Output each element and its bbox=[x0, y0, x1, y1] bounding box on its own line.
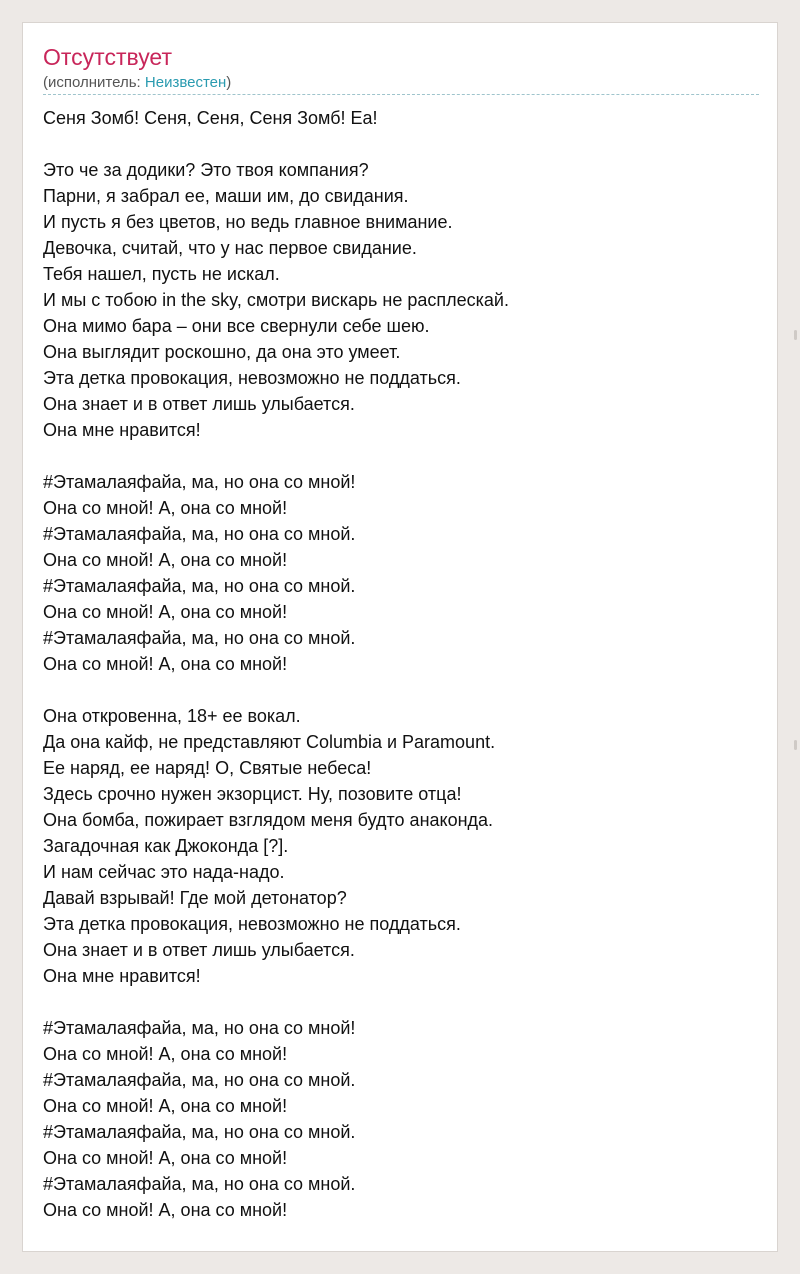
artist-open-paren: ( bbox=[43, 74, 48, 91]
lyric-line: Она бомба, пожирает взглядом меня будто анаконда. bbox=[43, 810, 494, 830]
edge-scroll-mark bbox=[794, 740, 797, 750]
lyric-line: Это че за додики? Это твоя компания? bbox=[43, 160, 369, 180]
lyric-line: Эта детка провокация, невозможно не поддаться. bbox=[43, 368, 461, 388]
lyric-line: Она со мной! А, она со мной! bbox=[43, 1200, 288, 1220]
lyric-line: Она со мной! А, она со мной! bbox=[43, 1096, 288, 1116]
lyric-line: Ее наряд, ее наряд! О, Святые небеса! bbox=[43, 758, 372, 778]
song-title: Отсутствует bbox=[43, 44, 172, 70]
lyric-line: Она мне нравится! bbox=[43, 420, 201, 440]
lyric-line: Она знает и в ответ лишь улыбается. bbox=[43, 940, 355, 960]
lyric-line: Она со мной! А, она со мной! bbox=[43, 1148, 288, 1168]
lyric-line: #Этамалаяфайа, ма, но она со мной. bbox=[43, 576, 356, 596]
lyric-line: #Этамалаяфайа, ма, но она со мной. bbox=[43, 1122, 356, 1142]
lyric-line: #Этамалаяфайа, ма, но она со мной. bbox=[43, 1070, 356, 1090]
stanza-break bbox=[43, 989, 759, 1015]
lyric-line: #Этамалаяфайа, ма, но она со мной. bbox=[43, 1174, 356, 1194]
lyric-line: Она выглядит роскошно, да она это умеет. bbox=[43, 342, 401, 362]
artist-line bbox=[43, 73, 231, 93]
lyric-line: Она со мной! А, она со мной! bbox=[43, 602, 288, 622]
lyric-line: Парни, я забрал ее, маши им, до свидания. bbox=[43, 186, 409, 206]
lyric-line: Да она кайф, не представляют Columbia и Paramount. bbox=[43, 732, 496, 752]
lyric-line: Она мне нравится! bbox=[43, 966, 201, 986]
lyric-line: И пусть я без цветов, но ведь главное внимание. bbox=[43, 212, 453, 232]
lyric-line: Она знает и в ответ лишь улыбается. bbox=[43, 394, 355, 414]
lyric-line: И мы с тобою in the sky, смотри вискарь не расплескай. bbox=[43, 290, 509, 310]
lyric-line: И нам сейчас это нада-надо. bbox=[43, 862, 285, 882]
stanza-break bbox=[43, 131, 759, 157]
lyric-line: Она со мной! А, она со мной! bbox=[43, 498, 288, 518]
artist-label: исполнитель: bbox=[48, 74, 145, 91]
lyric-line: #Этамалаяфайа, ма, но она со мной! bbox=[43, 1018, 356, 1038]
lyric-line: #Этамалаяфайа, ма, но она со мной. bbox=[43, 628, 356, 648]
stanza-break bbox=[43, 677, 759, 703]
lyric-line: Эта детка провокация, невозможно не поддаться. bbox=[43, 914, 461, 934]
lyric-line: Она со мной! А, она со мной! bbox=[43, 1044, 288, 1064]
lyric-line: #Этамалаяфайа, ма, но она со мной! bbox=[43, 472, 356, 492]
lyrics-text bbox=[43, 105, 759, 1223]
stanza-break bbox=[43, 443, 759, 469]
lyric-line: Давай взрывай! Где мой детонатор? bbox=[43, 888, 347, 908]
artist-close-paren: ) bbox=[226, 74, 232, 91]
lyric-line: Сеня Зомб! Сеня, Сеня, Сеня Зомб! Еа! bbox=[43, 108, 378, 128]
lyric-line: Она мимо бара – они все свернули себе шею. bbox=[43, 316, 430, 336]
lyric-line: Тебя нашел, пусть не искал. bbox=[43, 264, 280, 284]
lyric-line: Она со мной! А, она со мной! bbox=[43, 654, 288, 674]
lyric-line: #Этамалаяфайа, ма, но она со мной. bbox=[43, 524, 356, 544]
lyric-line: Здесь срочно нужен экзорцист. Ну, позовите отца! bbox=[43, 784, 462, 804]
title-divider bbox=[43, 94, 759, 95]
artist-link[interactable]: Неизвестен bbox=[144, 74, 227, 91]
lyric-line: Загадочная как Джоконда [?]. bbox=[43, 836, 289, 856]
lyric-line: Девочка, считай, что у нас первое свидание. bbox=[43, 238, 417, 258]
edge-scroll-mark bbox=[794, 330, 797, 340]
lyric-line: Она откровенна, 18+ ее вокал. bbox=[43, 706, 301, 726]
lyric-line: Она со мной! А, она со мной! bbox=[43, 550, 288, 570]
lyrics-card bbox=[22, 22, 778, 1252]
